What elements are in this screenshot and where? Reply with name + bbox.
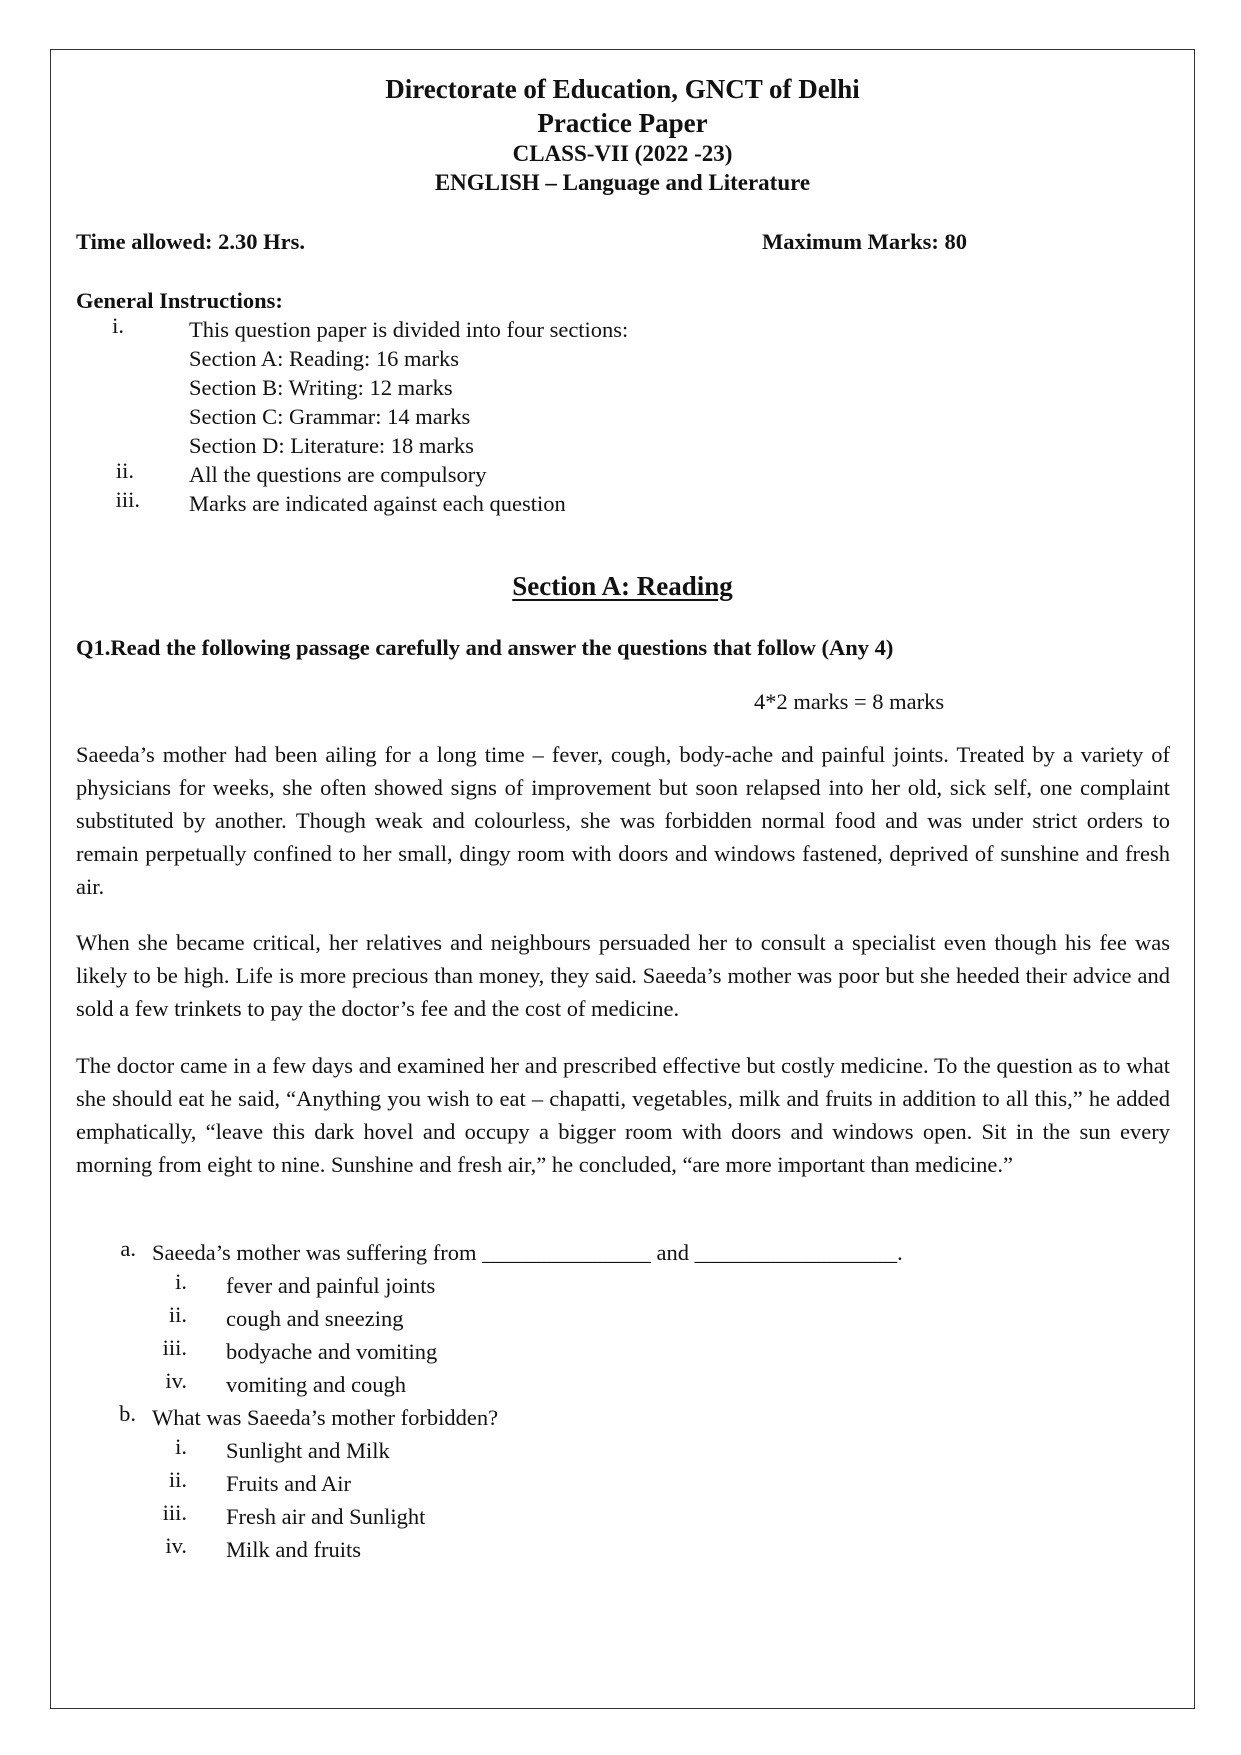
instruction-num: ii. [115, 458, 134, 483]
option-text: bodyache and vomiting [226, 1339, 438, 1364]
passage-paragraph: Saeeda’s mother had been ailing for a long time – fever, cough, body-ache and painful joints. Treated by a variety of physicians for weeks, she often showed signs of improvement but soon relapsed into her old, sick self, one complaint substituted by another. Though weak and colourless, she was forbidden normal food and was under strict orders to remain perpetually confined to her small, dingy room with doors and windows fastened, deprived of sunshine and fresh air. [76, 742, 1170, 899]
option-text: vomiting and cough [226, 1372, 406, 1397]
option-text: Sunlight and Milk [226, 1438, 390, 1463]
section-a-title: Section A: Reading [512, 571, 733, 601]
instruction-text: Marks are indicated against each question [189, 491, 566, 516]
maximum-marks: Maximum Marks: 80 [762, 229, 967, 254]
header-directorate: Directorate of Education, GNCT of Delhi [385, 74, 860, 104]
question-label: a. [120, 1236, 136, 1261]
option-num: ii. [168, 1467, 187, 1492]
option-text: Fruits and Air [226, 1471, 352, 1496]
option-num: iv. [165, 1533, 187, 1558]
option-num: ii. [168, 1302, 187, 1327]
option-num: iv. [165, 1368, 187, 1393]
header-practice-paper: Practice Paper [537, 108, 708, 138]
instruction-text: All the questions are compulsory [189, 462, 487, 487]
option-text: fever and painful joints [226, 1273, 436, 1298]
option-num: i. [175, 1269, 187, 1294]
instruction-text: This question paper is divided into four sections: [189, 317, 629, 342]
instructions-title: General Instructions: [76, 288, 283, 313]
section-c-marks: Section C: Grammar: 14 marks [189, 404, 471, 429]
q1-marks: 4*2 marks = 8 marks [754, 689, 945, 714]
option-num: i. [175, 1434, 187, 1459]
section-a-marks: Section A: Reading: 16 marks [189, 346, 459, 371]
q1-instruction: Q1.Read the following passage carefully and answer the questions that follow (Any 4) [76, 635, 894, 660]
option-text: Fresh air and Sunlight [226, 1504, 426, 1529]
question-label: b. [119, 1401, 136, 1426]
option-num: iii. [162, 1335, 187, 1360]
instruction-num: iii. [115, 487, 140, 512]
option-text: cough and sneezing [226, 1306, 404, 1331]
question-text: Saeeda’s mother was suffering from _______________ and __________________. [152, 1240, 903, 1265]
header-class: CLASS-VII (2022 -23) [512, 141, 733, 166]
passage-paragraph: The doctor came in a few days and examined her and prescribed effective but costly medicine. To the question as to what she should eat he said, “Anything you wish to eat – chapatti, vegetables, milk and fruits in addition to all this,” he added emphatically, “leave this dark hovel and occupy a bigger room with doors and windows open. Sit in the sun every morning from eight to nine. Sunshine and fresh air,” he concluded, “are more important than medicine.” [76, 1053, 1170, 1177]
section-d-marks: Section D: Literature: 18 marks [189, 433, 474, 458]
time-allowed: Time allowed: 2.30 Hrs. [76, 229, 305, 254]
instruction-num: i. [112, 313, 124, 338]
option-text: Milk and fruits [226, 1537, 361, 1562]
option-num: iii. [162, 1500, 187, 1525]
header-subject: ENGLISH – Language and Literature [434, 170, 811, 195]
section-b-marks: Section B: Writing: 12 marks [189, 375, 453, 400]
question-text: What was Saeeda’s mother forbidden? [152, 1405, 499, 1430]
passage-paragraph: When she became critical, her relatives and neighbours persuaded her to consult a specialist even though his fee was likely to be high. Life is more precious than money, they said. Saeeda’s mother was poor but she heeded their advice and sold a few trinkets to pay the doctor’s fee and the cost of medicine. [76, 930, 1170, 1021]
